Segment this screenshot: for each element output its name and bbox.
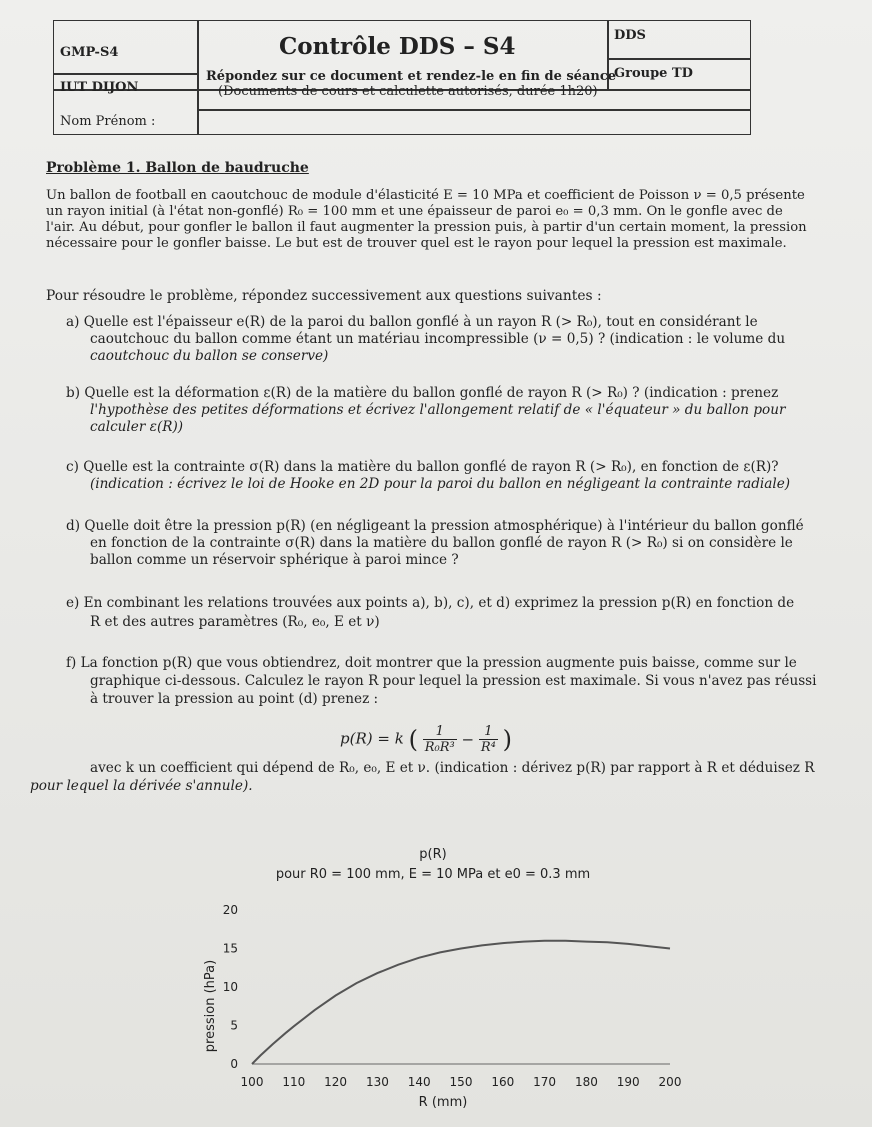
series-line-pr xyxy=(252,941,670,1064)
y-tick-label: 10 xyxy=(222,980,238,994)
y-tick-label: 15 xyxy=(222,941,238,956)
y-tick-label: 0 xyxy=(230,1057,238,1071)
divider xyxy=(197,109,750,111)
intro-line: l'air. Au début, pour gonfler le ballon il faut augmenter la pression puis, à partir d'un certain moment, la pression xyxy=(46,220,807,235)
question-b-line: l'hypothèse des petites déformations et écrivez l'allongement relatif de « l'équateur » du ballon pour xyxy=(90,402,786,418)
question-b-line: b) Quelle est la déformation ε(R) de la matière du ballon gonflé de rayon R (> R₀) ? (indication : prenez xyxy=(66,385,779,401)
chart-title: p(R) xyxy=(419,847,447,862)
pressure-chart xyxy=(180,838,700,1118)
after-formula-line: pour lequel la dérivée s'annule). xyxy=(30,778,253,794)
denominator: R⁴ xyxy=(480,740,496,755)
module-label: GMP-S4 xyxy=(60,45,119,60)
x-axis-label: R (mm) xyxy=(418,1095,468,1110)
name-label: Nom Prénom : xyxy=(60,114,156,129)
lead-text: Pour résoudre le problème, répondez successivement aux questions suivantes : xyxy=(46,288,602,304)
y-tick-label: 20 xyxy=(222,903,238,917)
fraction-2 xyxy=(479,724,498,755)
question-a-line: caoutchouc du ballon comme étant un matériau incompressible (ν = 0,5) ? (indication : le volume du xyxy=(90,331,786,347)
question-c-line: c) Quelle est la contrainte σ(R) dans la matière du ballon gonflé de rayon R (> R₀), en fonction de ε(R)? xyxy=(66,459,779,475)
plot-area xyxy=(223,903,682,1089)
docs-note: (Documents de cours et calculette autorisés, durée 1h20) xyxy=(218,84,598,99)
y-tick-label: 5 xyxy=(230,1018,238,1033)
x-tick-label: 130 xyxy=(365,1075,389,1089)
y-axis-label: pression (hPa) xyxy=(203,959,218,1053)
numerator: 1 xyxy=(479,724,498,740)
intro-line: un rayon initial (à l'état non-gonflé) R₀ = 100 mm et une épaisseur de paroi e₀ = 0,3 mm. On le gonfle avec de xyxy=(46,204,783,219)
x-tick-label: 140 xyxy=(407,1075,431,1089)
question-d-line: d) Quelle doit être la pression p(R) (en négligeant la pression atmosphérique) à l'intérieur du ballon gonflé xyxy=(66,518,804,534)
group-label: Groupe TD xyxy=(614,66,693,81)
question-e-line: e) En combinant les relations trouvées aux points a), b), c), et d) exprimez la pression p(R) en fonction de xyxy=(66,595,795,611)
x-tick-label: 100 xyxy=(240,1075,264,1089)
divider xyxy=(197,89,199,134)
question-d-line: en fonction de la contrainte σ(R) dans la matière du ballon gonflé de rayon R (> R₀) si on considère le xyxy=(90,535,793,551)
formula-lhs: p(R) = k xyxy=(340,729,404,748)
minus-sign: − xyxy=(461,730,475,749)
divider xyxy=(197,21,199,89)
question-a-line: caoutchouc du ballon se conserve) xyxy=(90,348,329,364)
numerator: 1 xyxy=(423,724,457,740)
question-f-line: à trouver la pression au point (d) prenez : xyxy=(90,691,379,707)
question-b-line: calculer ε(R)) xyxy=(90,419,184,435)
x-tick-label: 200 xyxy=(658,1075,682,1089)
exam-header-table xyxy=(53,20,751,135)
intro-line: nécessaire pour le gonfler baisse. Le but est de trouver quel est le rayon pour lequel la pression est maximale. xyxy=(46,236,787,251)
after-formula-line: avec k un coefficient qui dépend de R₀, e₀, E et ν. (indication : dérivez p(R) par rapport à R et déduisez R xyxy=(90,760,815,776)
x-tick-label: 190 xyxy=(616,1075,640,1089)
x-tick-label: 160 xyxy=(491,1075,515,1089)
pressure-formula: p(R) = k ( $\frac{1}{\text{R₀R³}}$ − $\frac{1}{\text{R⁴}}$ ) xyxy=(340,724,513,755)
divider xyxy=(54,73,197,75)
chart-subtitle: pour R0 = 100 mm, E = 10 MPa et e0 = 0.3 mm xyxy=(275,867,591,882)
question-e-line: R et des autres paramètres (R₀, e₀, E et ν) xyxy=(90,614,380,630)
question-c-line: (indication : écrivez le loi de Hooke en 2D pour la paroi du ballon en négligeant la contrainte radiale) xyxy=(90,476,791,492)
x-tick-label: 110 xyxy=(282,1075,306,1089)
denominator: R₀R³ xyxy=(424,740,455,755)
divider xyxy=(607,58,750,60)
course-label: DDS xyxy=(614,28,646,43)
question-f-line: f) La fonction p(R) que vous obtiendrez, doit montrer que la pression augmente puis baisse, comme sur le xyxy=(66,655,797,671)
intro-line: Un ballon de football en caoutchouc de module d'élasticité E = 10 MPa et coefficient de Poisson ν = 0,5 présente xyxy=(46,188,805,203)
x-tick-label: 150 xyxy=(449,1075,473,1089)
question-a-line: a) Quelle est l'épaisseur e(R) de la paroi du ballon gonflé à un rayon R (> R₀), tout en considérant le xyxy=(66,314,758,330)
question-d-line: ballon comme un réservoir sphérique à paroi mince ? xyxy=(90,552,459,568)
problem-heading: Problème 1. Ballon de baudruche xyxy=(46,160,309,176)
x-tick-label: 180 xyxy=(574,1075,598,1089)
x-tick-label: 120 xyxy=(324,1075,348,1089)
fraction-1 xyxy=(423,724,457,755)
instruction-text: Répondez sur ce document et rendez-le en fin de séance xyxy=(206,69,617,84)
exam-title: Contrôle DDS – S4 xyxy=(279,33,516,60)
school-label: IUT DIJON xyxy=(60,80,139,95)
x-tick-label: 170 xyxy=(533,1075,557,1089)
question-f-line: graphique ci-dessous. Calculez le rayon R pour lequel la pression est maximale. Si vous n'avez pas réussi xyxy=(90,673,817,689)
